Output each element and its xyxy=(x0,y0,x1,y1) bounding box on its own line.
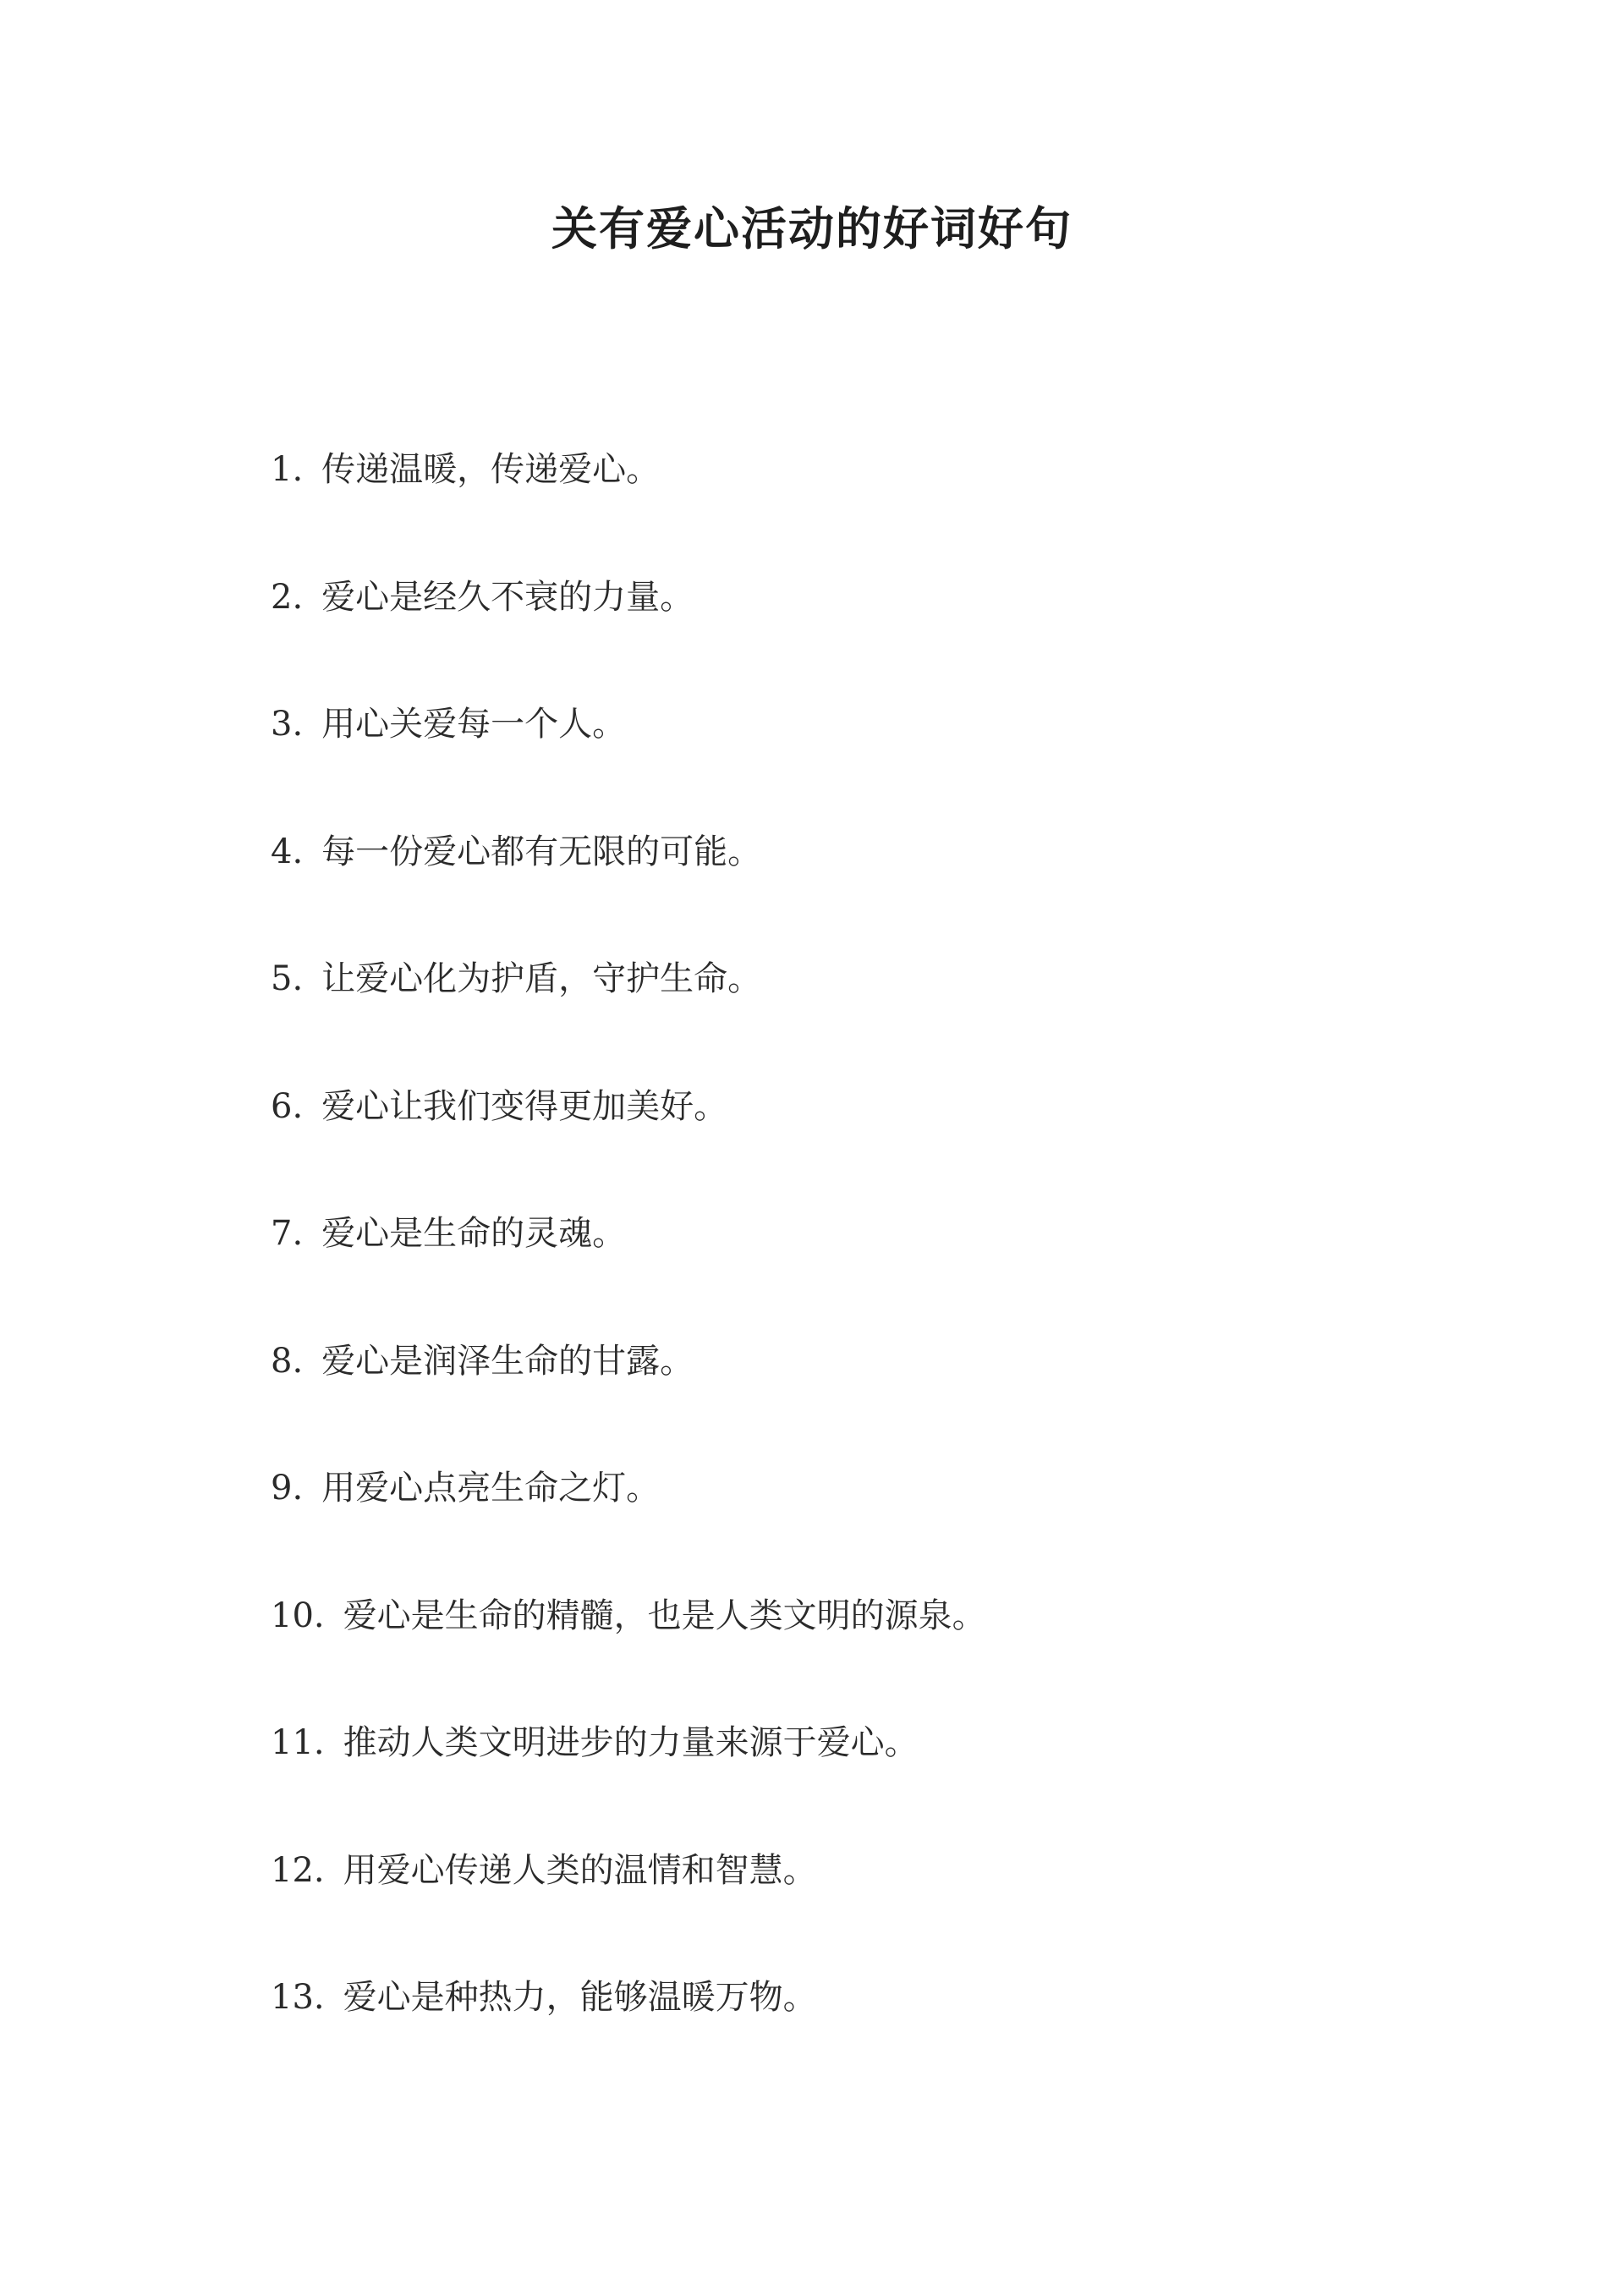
page-title: 关有爱心活动的好词好句 xyxy=(551,201,1073,255)
list-item xyxy=(271,568,1455,695)
item-text: 用爱心传递人类的温情和智慧。 xyxy=(343,1850,817,1890)
item-text: 爱心让我们变得更加美好。 xyxy=(321,1086,728,1126)
item-number: 2. xyxy=(271,577,304,617)
list-item xyxy=(271,949,1455,1077)
list-item xyxy=(271,1077,1455,1205)
item-text: 爱心是润泽生命的甘露。 xyxy=(321,1341,694,1381)
list-item xyxy=(271,1968,1455,2096)
item-text: 传递温暖，传递爱心。 xyxy=(321,450,661,489)
item-number: 12. xyxy=(271,1850,325,1890)
item-number: 6. xyxy=(271,1086,304,1126)
list-item xyxy=(271,695,1455,822)
list-item xyxy=(271,1204,1455,1332)
item-text: 爱心是生命的精髓，也是人类文明的源泉。 xyxy=(343,1596,986,1635)
item-number: 3. xyxy=(271,705,304,744)
item-number: 5. xyxy=(271,959,304,998)
list-item xyxy=(271,1841,1455,1969)
list-item xyxy=(271,1586,1455,1714)
list-item xyxy=(271,822,1455,950)
phrase-list xyxy=(271,440,1455,2096)
item-number: 13. xyxy=(271,1978,325,2017)
item-text: 每一份爱心都有无限的可能。 xyxy=(321,832,762,871)
item-text: 爱心是种热力，能够温暖万物。 xyxy=(343,1978,817,2017)
item-number: 9. xyxy=(271,1469,304,1508)
item-text: 爱心是经久不衰的力量。 xyxy=(321,577,694,617)
item-text: 爱心是生命的灵魂。 xyxy=(321,1214,627,1253)
item-text: 用心关爱每一个人。 xyxy=(321,705,627,744)
item-text: 推动人类文明进步的力量来源于爱心。 xyxy=(343,1723,919,1762)
item-text: 让爱心化为护盾，守护生命。 xyxy=(321,959,762,998)
item-number: 4. xyxy=(271,832,304,871)
item-number: 1. xyxy=(271,450,304,489)
list-item xyxy=(271,1458,1455,1586)
item-text: 用爱心点亮生命之灯。 xyxy=(321,1469,661,1508)
item-number: 11. xyxy=(271,1723,325,1762)
list-item xyxy=(271,1713,1455,1841)
item-number: 7. xyxy=(271,1214,304,1253)
item-number: 10. xyxy=(271,1596,325,1635)
item-number: 8. xyxy=(271,1341,304,1381)
list-item xyxy=(271,440,1455,568)
list-item xyxy=(271,1332,1455,1459)
